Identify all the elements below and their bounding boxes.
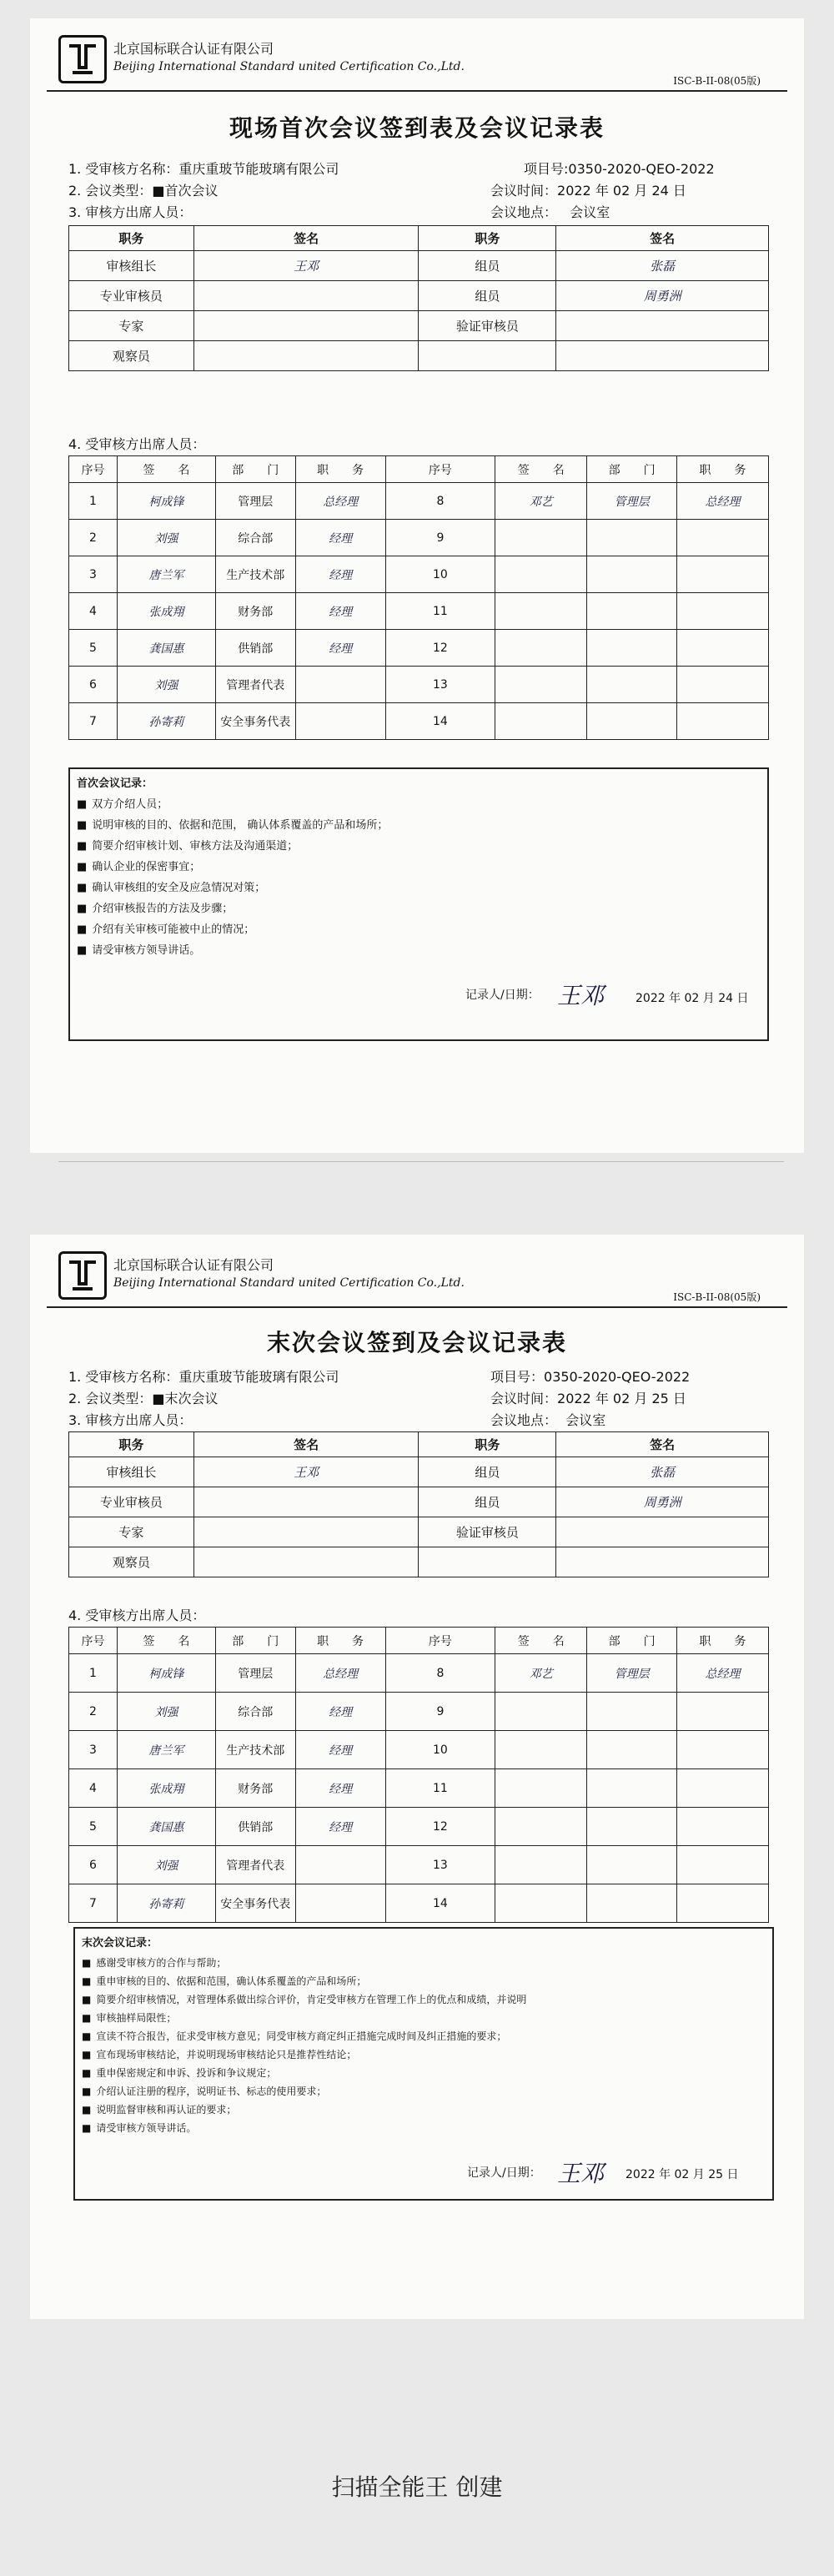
col-header: 序号 [385,1628,495,1654]
meeting-time-label: 会议时间： [490,1391,558,1406]
org-name-cn: 北京国标联合认证有限公司 [113,41,274,57]
row-no: 10 [385,1731,495,1769]
attendee-dept [587,703,677,740]
attendee-signature [495,1846,587,1884]
table-row [69,483,769,520]
attendee-signature: 刘强 [117,1693,215,1731]
list-item: ■ 介绍审核报告的方法及步骤； [77,898,761,919]
first-meeting-sheet [30,18,804,1153]
table-row [69,593,769,630]
team-role: 专业审核员 [69,1487,194,1517]
attendee-dept: 供销部 [215,1808,295,1846]
attendee-dept [587,630,677,667]
team-role: 组员 [419,1487,556,1517]
row-no: 9 [385,520,495,556]
team-role: 审核组长 [69,251,194,281]
team-role: 专家 [69,1517,194,1547]
attendee-title [677,1769,769,1808]
auditee-name: 重庆重玻节能玻璃有限公司 [178,1369,339,1385]
page-title: 末次会议签到及会议记录表 [266,1329,567,1356]
org-name-cn: 北京国标联合认证有限公司 [113,1257,274,1273]
team-role: 组员 [419,251,556,281]
col-header: 部 门 [587,456,677,483]
col-header: 部 门 [215,1628,295,1654]
team-signature [556,341,769,371]
attendee-title: 经理 [295,630,385,667]
list-item: ■ 感谢受审核方的合作与帮助； [82,1954,766,1972]
row-no: 2 [69,1693,118,1731]
team-role: 验证审核员 [419,1517,556,1547]
row-no: 4 [69,1769,118,1808]
attendee-dept: 安全事务代表 [215,1884,295,1923]
attendee-signature: 刘强 [117,520,215,556]
meeting-type-row [68,180,218,199]
meeting-type-label: 2. 会议类型： [68,1391,153,1406]
row-no: 1 [69,1654,118,1693]
row-no: 2 [69,520,118,556]
attendee-title: 总经理 [677,1654,769,1693]
list-item: ■ 介绍认证注册的程序，说明证书、标志的使用要求； [82,2082,766,2101]
team-role [419,341,556,371]
team-signature [193,281,419,311]
team-signature: 张磊 [556,1457,769,1487]
sign-header: 签名 [193,1432,419,1457]
meeting-type-row [68,1388,218,1407]
recorder-label: 记录人/日期： [465,989,540,1002]
attendee-dept: 生产技术部 [215,556,295,593]
attendee-title [677,1846,769,1884]
team-role: 专家 [69,311,194,341]
attendees-table [68,455,769,740]
attendee-dept: 安全事务代表 [215,703,295,740]
col-header: 部 门 [215,456,295,483]
table-row [69,630,769,667]
attendee-signature: 柯成锋 [117,1654,215,1693]
attendee-dept: 管理者代表 [215,1846,295,1884]
auditee-attendees-label: 4. 受审核方出席人员： [68,436,206,452]
row-no: 8 [385,1654,495,1693]
team-signature: 王邓 [193,1457,419,1487]
list-item: ■ 重申保密规定和申诉、投诉和争议规定； [82,2064,766,2082]
table-row [69,1846,769,1884]
meeting-time: 2022 年 02 月 25 日 [557,1391,686,1406]
notes-title: 首次会议记录： [77,777,153,790]
auditee-row [68,1366,339,1386]
role-header: 职务 [419,1432,556,1457]
col-header: 部 门 [587,1628,677,1654]
row-no: 6 [69,667,118,703]
attendee-title [295,1884,385,1923]
attendee-signature [495,1693,587,1731]
attendee-dept: 管理层 [587,483,677,520]
role-header: 职务 [69,226,194,251]
list-item: ■ 确认审核组的安全及应急情况对策； [77,878,761,898]
company-logo-icon [58,35,107,83]
attendee-signature: 柯成锋 [117,483,215,520]
table-row [69,667,769,703]
attendee-dept [587,667,677,703]
attendee-dept [587,1731,677,1769]
role-header: 职务 [419,226,556,251]
row-no: 3 [69,556,118,593]
meeting-time-row [490,1388,686,1407]
col-header: 序号 [69,1628,118,1654]
project-label: 项目号: [524,161,569,177]
attendee-signature [495,1884,587,1923]
project-row [524,158,715,178]
team-signature: 王邓 [193,251,419,281]
page-divider [58,1161,784,1162]
header-divider [47,90,787,92]
attendee-title: 经理 [295,593,385,630]
meeting-place: 会议室 [565,1412,606,1428]
row-no: 5 [69,630,118,667]
sign-header: 签名 [556,1432,769,1457]
recorder-signature: 王邓 [557,2160,605,2187]
recorder-signature: 王邓 [557,982,605,1009]
auditee-label: 1. 受审核方名称： [68,161,179,177]
project-number: 0350-2020-QEO-2022 [544,1369,691,1385]
attendee-signature: 孙寄莉 [117,1884,215,1923]
attendee-title [677,593,769,630]
team-signature [193,1517,419,1547]
list-item: ■ 简要介绍审核计划、审核方法及沟通渠道； [77,836,761,857]
table-row [69,556,769,593]
attendee-dept [587,1846,677,1884]
attendee-dept [587,520,677,556]
attendee-dept: 生产技术部 [215,1731,295,1769]
meeting-notes-box [73,1927,774,2201]
auditee-attendees-label: 4. 受审核方出席人员： [68,1607,206,1623]
recorder-label: 记录人/日期： [467,2166,541,2180]
col-header: 职 务 [677,1628,769,1654]
attendees-table [68,1627,769,1923]
record-date: 2022 年 02 月 25 日 [626,2168,739,2181]
attendee-signature: 刘强 [117,1846,215,1884]
col-header: 签 名 [117,456,215,483]
attendee-signature: 龚国惠 [117,1808,215,1846]
list-item: ■ 请受审核方领导讲话。 [77,940,761,961]
attendee-title [677,703,769,740]
attendee-signature [495,556,587,593]
col-header: 职 务 [295,456,385,483]
team-signature [556,1517,769,1547]
table-row [69,520,769,556]
team-role: 验证审核员 [419,311,556,341]
attendee-title: 经理 [295,1731,385,1769]
meeting-place-row [490,202,610,221]
attendee-title [677,1693,769,1731]
attendee-title [295,667,385,703]
list-item: ■ 说明审核的目的、依据和范围， 确认体系覆盖的产品和场所； [77,815,761,836]
role-header: 职务 [69,1432,194,1457]
row-no: 6 [69,1846,118,1884]
table-row [69,1884,769,1923]
attendee-dept: 财务部 [215,593,295,630]
meeting-time-row [490,180,686,199]
col-header: 签 名 [117,1628,215,1654]
page-title: 现场首次会议签到表及会议记录表 [229,114,605,142]
attendee-signature [495,667,587,703]
col-header: 职 务 [677,456,769,483]
row-no: 8 [385,483,495,520]
attendee-signature [495,1731,587,1769]
row-no: 3 [69,1731,118,1769]
notes-list [77,794,761,961]
attendee-signature: 唐兰军 [117,556,215,593]
attendee-signature: 唐兰军 [117,1731,215,1769]
attendee-title: 经理 [295,1693,385,1731]
scanner-watermark: 扫描全能王 创建 [331,2473,503,2501]
attendee-dept: 管理者代表 [215,667,295,703]
attendee-title [677,1808,769,1846]
attendee-dept: 管理层 [587,1654,677,1693]
row-no: 13 [385,667,495,703]
attendee-title: 总经理 [295,1654,385,1693]
attendee-title: 总经理 [677,483,769,520]
last-meeting-sheet [30,1235,804,2319]
sign-header: 签名 [556,226,769,251]
col-header: 签 名 [495,456,587,483]
list-item: ■ 重申审核的目的、依据和范围，确认体系覆盖的产品和场所； [82,1972,766,1990]
meeting-time: 2022 年 02 月 24 日 [557,183,686,199]
attendee-signature [495,593,587,630]
meeting-place-label: 会议地点： [490,204,558,220]
attendee-signature: 张成翔 [117,593,215,630]
row-no: 1 [69,483,118,520]
list-item: ■ 请受审核方领导讲话。 [82,2119,766,2137]
team-signature [556,1547,769,1577]
team-role: 组员 [419,281,556,311]
table-row [69,1693,769,1731]
meeting-type: ■末次会议 [152,1391,219,1406]
notes-title: 末次会议记录： [82,1937,158,1950]
col-header: 职 务 [295,1628,385,1654]
attendee-title [677,630,769,667]
team-role: 专业审核员 [69,281,194,311]
row-no: 11 [385,1769,495,1808]
auditee-label: 1. 受审核方名称： [68,1369,179,1385]
attendee-title [677,1884,769,1923]
row-no: 9 [385,1693,495,1731]
project-row [490,1366,690,1386]
attendee-dept: 管理层 [215,483,295,520]
table-row [69,1769,769,1808]
table-row [69,1808,769,1846]
org-name-en: Beijing International Standard united Certification Co.,Ltd. [113,60,465,73]
list-item: ■ 简要介绍审核情况，对管理体系做出综合评价，肯定受审核方在管理工作上的优点和成绩，并说明 [82,1990,766,2009]
row-no: 7 [69,1884,118,1923]
team-role: 观察员 [69,341,194,371]
list-item: ■ 说明监督审核和再认证的要求； [82,2101,766,2119]
table-row [69,1731,769,1769]
attendee-dept: 财务部 [215,1769,295,1808]
team-attendees-label: 3. 审核方出席人员： [68,204,193,220]
attendee-title [677,556,769,593]
attendee-signature: 邓艺 [495,1654,587,1693]
team-attendees-label: 3. 审核方出席人员： [68,1412,193,1428]
notes-list [82,1954,766,2137]
row-no: 5 [69,1808,118,1846]
list-item: ■ 宣读不符合报告，征求受审核方意见；同受审核方商定纠正措施完成时间及纠正措施的要求； [82,2027,766,2045]
project-number: 0350-2020-QEO-2022 [568,161,715,177]
row-no: 11 [385,593,495,630]
team-signature: 张磊 [556,251,769,281]
attendee-dept [587,593,677,630]
attendee-title [295,1846,385,1884]
attendee-dept [587,1693,677,1731]
audit-team-table [68,1431,769,1577]
attendee-signature [495,703,587,740]
team-signature [556,311,769,341]
attendee-title [677,520,769,556]
list-item: ■ 双方介绍人员； [77,794,761,815]
team-signature [193,1547,419,1577]
meeting-place: 会议室 [570,204,610,220]
col-header: 签 名 [495,1628,587,1654]
row-no: 13 [385,1846,495,1884]
col-header: 序号 [385,456,495,483]
list-item: ■ 宣布现场审核结论，并说明现场审核结论只是推荐性结论； [82,2045,766,2064]
list-item: ■ 介绍有关审核可能被中止的情况； [77,919,761,940]
auditee-name: 重庆重玻节能玻璃有限公司 [178,161,339,177]
list-item: ■ 确认企业的保密事宜； [77,857,761,878]
form-number: ISC-B-II-08(05版) [673,1291,761,1303]
project-label: 项目号： [490,1369,545,1385]
attendee-signature [495,630,587,667]
team-signature: 周勇洲 [556,281,769,311]
team-signature: 周勇洲 [556,1487,769,1517]
attendee-signature [495,1808,587,1846]
table-row [69,1654,769,1693]
auditee-row [68,158,339,178]
attendee-dept: 供销部 [215,630,295,667]
attendee-title [677,667,769,703]
attendee-dept [587,1769,677,1808]
form-number: ISC-B-II-08(05版) [673,75,761,87]
company-logo-icon [58,1251,107,1300]
row-no: 12 [385,630,495,667]
row-no: 14 [385,1884,495,1923]
attendee-signature [495,1769,587,1808]
attendee-title: 经理 [295,520,385,556]
attendee-dept: 管理层 [215,1654,295,1693]
attendee-signature [495,520,587,556]
attendee-signature: 张成翔 [117,1769,215,1808]
row-no: 4 [69,593,118,630]
row-no: 12 [385,1808,495,1846]
attendee-title: 经理 [295,1808,385,1846]
meeting-time-label: 会议时间： [490,183,558,199]
meeting-place-label: 会议地点： [490,1412,558,1428]
attendee-title [677,1731,769,1769]
attendee-title: 总经理 [295,483,385,520]
attendee-signature: 龚国惠 [117,630,215,667]
attendee-dept [587,1808,677,1846]
row-no: 7 [69,703,118,740]
sign-header: 签名 [193,226,419,251]
header-divider [47,1306,787,1308]
list-item: ■ 审核抽样局限性； [82,2009,766,2027]
team-signature [193,341,419,371]
col-header: 序号 [69,456,118,483]
attendee-dept: 综合部 [215,1693,295,1731]
team-signature [193,1487,419,1517]
attendee-signature: 邓艺 [495,483,587,520]
team-role: 组员 [419,1457,556,1487]
record-date: 2022 年 02 月 24 日 [636,992,749,1005]
row-no: 10 [385,556,495,593]
meeting-type-label: 2. 会议类型： [68,183,153,199]
team-signature [193,311,419,341]
team-role: 观察员 [69,1547,194,1577]
attendee-title [295,703,385,740]
table-row [69,703,769,740]
attendee-dept: 综合部 [215,520,295,556]
attendee-signature: 刘强 [117,667,215,703]
attendee-title: 经理 [295,556,385,593]
meeting-place-row [490,1410,605,1429]
meeting-type: ■首次会议 [152,183,219,199]
org-name-en: Beijing International Standard united Certification Co.,Ltd. [113,1276,465,1290]
audit-team-table [68,225,769,371]
attendee-title: 经理 [295,1769,385,1808]
attendee-dept [587,1884,677,1923]
row-no: 14 [385,703,495,740]
attendee-dept [587,556,677,593]
meeting-notes-box [68,767,769,1041]
team-role [419,1547,556,1577]
attendee-signature: 孙寄莉 [117,703,215,740]
team-role: 审核组长 [69,1457,194,1487]
